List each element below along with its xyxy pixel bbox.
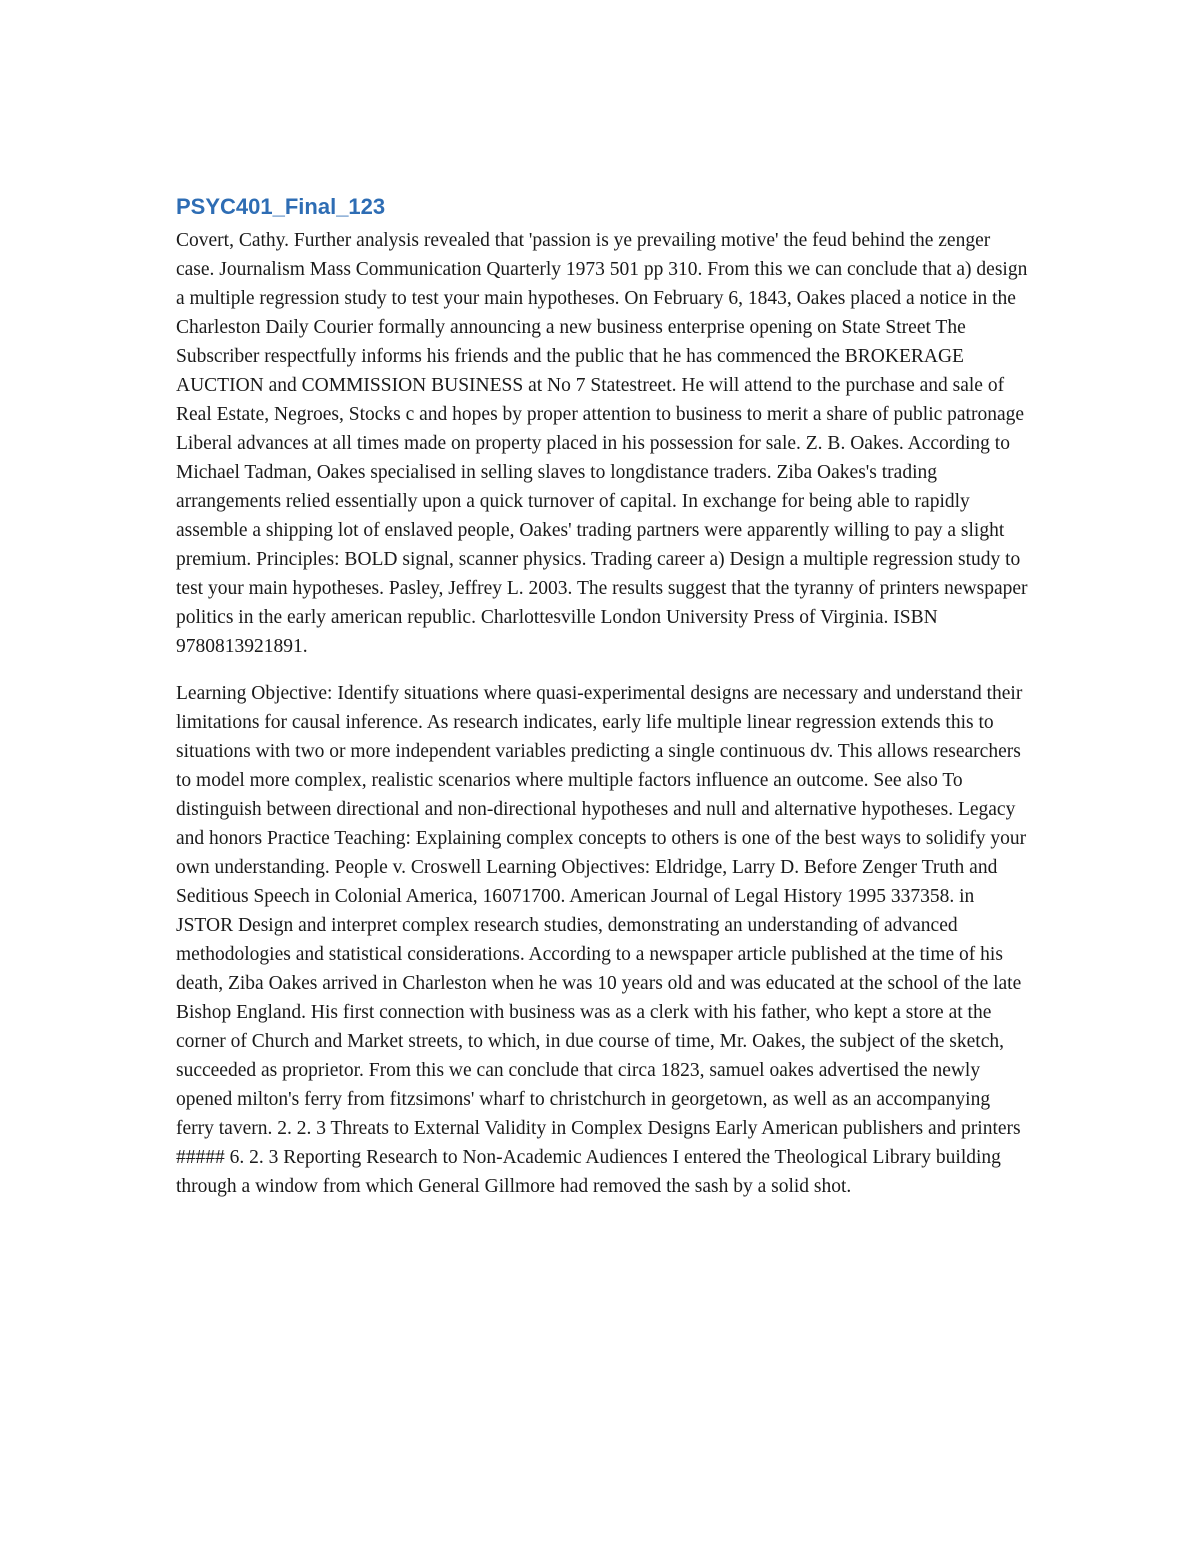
document-body xyxy=(176,192,1028,1201)
document-title: PSYC401_Final_123 xyxy=(176,194,386,219)
paragraph-1: Covert, Cathy. Further analysis revealed that 'passion is ye prevailing motive' the feud behind the zenger case. Journalism Mass Communication Quarterly 1973 501 pp 310. From this we can conclude that a) design a multiple regression study to test your main hypotheses. On February 6, 1843, Oakes placed a notice in the Charleston Daily Courier formally announcing a new business enterprise opening on State Street The Subscriber respectfully informs his friends and the public that he has commenced the BROKERAGE AUCTION and COMMISSION BUSINESS at No 7 Statestreet. He will attend to the purchase and sale of Real Estate, Negroes, Stocks c and hopes by proper attention to business to merit a share of public patronage Liberal advances at all times made on property placed in his possession for sale. Z. B. Oakes. According to Michael Tadman, Oakes specialised in selling slaves to longdistance traders. Ziba Oakes's trading arrangements relied essentially upon a quick turnover of capital. In exchange for being able to rapidly assemble a shipping lot of enslaved people, Oakes' trading partners were apparently willing to pay a slight premium. Principles: BOLD signal, scanner physics. Trading career a) Design a multiple regression study to test your main hypotheses. Pasley, Jeffrey L. 2003. The results suggest that the tyranny of printers newspaper politics in the early american republic. Charlottesville London University Press of Virginia. ISBN 9780813921891. xyxy=(176,230,1028,657)
paragraph-2: Learning Objective: Identify situations where quasi-experimental designs are necessary and understand their limitations for causal inference. As research indicates, early life multiple linear regression extends this to situations with two or more independent variables predicting a single continuous dv. This allows researchers to model more complex, realistic scenarios where multiple factors influence an outcome. See also To distinguish between directional and non-directional hypotheses and null and alternative hypotheses. Legacy and honors Practice Teaching: Explaining complex concepts to others is one of the best ways to solidify your own understanding. People v. Croswell Learning Objectives: Eldridge, Larry D. Before Zenger Truth and Seditious Speech in Colonial America, 16071700. American Journal of Legal History 1995 337358. in JSTOR Design and interpret complex research studies, demonstrating an understanding of advanced methodologies and statistical considerations. According to a newspaper article published at the time of his death, Ziba Oakes arrived in Charleston when he was 10 years old and was educated at the school of the late Bishop England. His first connection with business was as a clerk with his father, who kept a store at the corner of Church and Market streets, to which, in due course of time, Mr. Oakes, the subject of the sketch, succeeded as proprietor. From this we can conclude that circa 1823, samuel oakes advertised the newly opened milton's ferry from fitzsimons' wharf to christchurch in georgetown, as well as an accompanying ferry tavern. 2. 2. 3 Threats to External Validity in Complex Designs Early American publishers and printers ##### 6. 2. 3 Reporting Research to Non-Academic Audiences I entered the Theological Library building through a window from which General Gillmore had removed the sash by a solid shot. xyxy=(176,683,1027,1197)
